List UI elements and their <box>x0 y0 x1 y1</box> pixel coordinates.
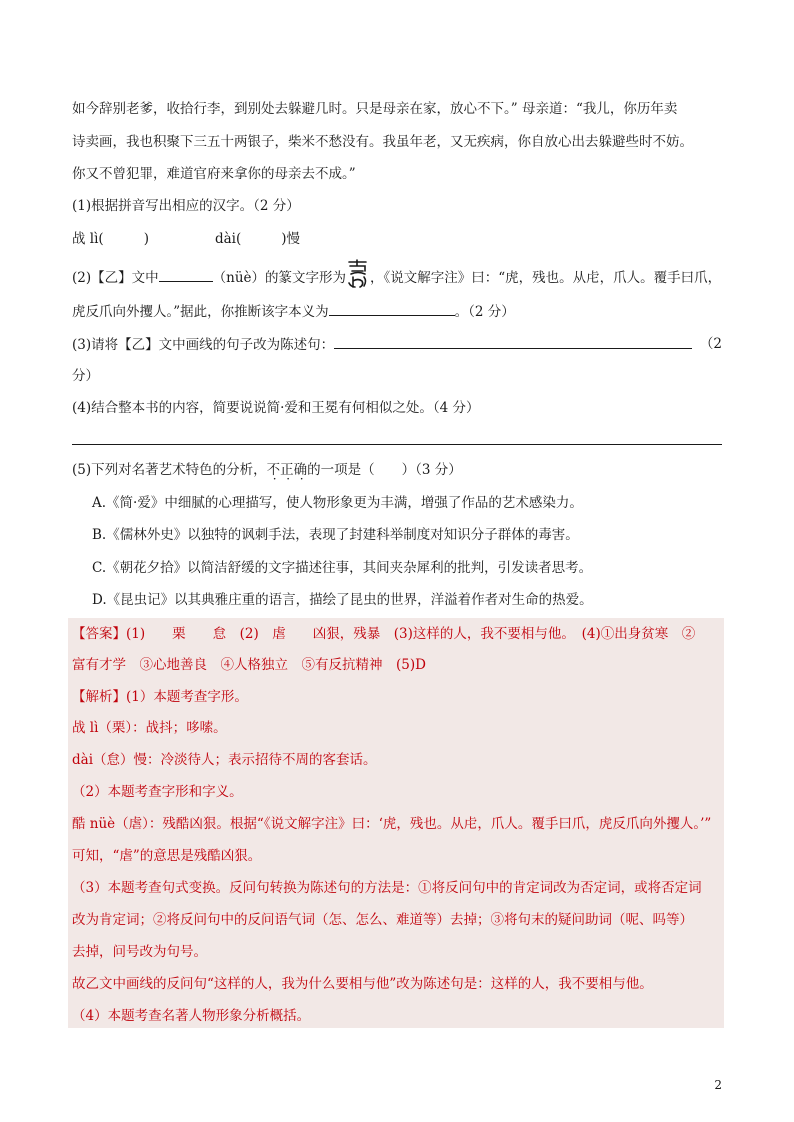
question-3-line-2: 分） <box>72 368 99 384</box>
q1-blank-a-prefix: 战 lì( <box>72 231 104 247</box>
q5-suffix: 的一项是（ ）（3 分） <box>307 462 462 478</box>
q4-answer-line[interactable] <box>72 444 722 445</box>
analysis-line-8: 去掉，问号改为句号。 <box>72 944 207 960</box>
q2-prefix: (2)【乙】文中 <box>72 270 159 286</box>
analysis-line-6: （3）本题考查句式变换。反问句转换为陈述句的方法是：①将反问句中的肯定词改为否定词，或将否定词 <box>72 880 702 896</box>
q2-line2-prefix: 虎反爪向外攫人。”据此，你推断该字本义为 <box>72 304 329 320</box>
analysis-part-1: (1）本题考查字形。 <box>126 689 248 705</box>
q1-blank-b-close: )慢 <box>281 231 301 247</box>
q2-blank-char[interactable] <box>159 267 213 282</box>
analysis-line-9: 故乙文中画线的反问句“这样的人，我为什么要相与他”改为陈述句是：这样的人，我不要相与他。 <box>72 976 653 992</box>
question-1-stem: (1)根据拼音写出相应的汉字。（2 分） <box>72 198 300 214</box>
q1-blank-a-close: ) <box>143 231 149 247</box>
q3-score-a: （2 <box>699 336 722 352</box>
page-number: 2 <box>714 1078 722 1092</box>
question-2-line-1 <box>72 267 722 289</box>
q2-pinyin: （nüè）的篆文字形为 <box>212 270 347 286</box>
option-d[interactable]: D.《昆虫记》以其典雅庄重的语言，描绘了昆虫的世界，洋溢着作者对生命的热爱。 <box>92 592 593 608</box>
analysis-line-2: dài（怠）慢：冷淡待人；表示招待不周的客套话。 <box>72 752 377 768</box>
question-1-blanks <box>72 229 722 249</box>
analysis-line-5: 可知，“虐”的意思是残酷凶狠。 <box>72 848 262 864</box>
q2-score: 。（2 分） <box>454 304 515 320</box>
q5-prefix: (5)下列对名著艺术特色的分析， <box>72 462 267 478</box>
option-c[interactable]: C.《朝花夕拾》以简洁舒缓的文字描述往事，其间夹杂犀利的批判，引发读者思考。 <box>92 560 593 576</box>
q1-blank-b-prefix: dài( <box>214 231 242 247</box>
emphasis-char-2: 正 <box>280 462 294 478</box>
q3-prefix: (3)请将【乙】文中画线的句子改为陈述句： <box>72 337 335 353</box>
question-3-line-1 <box>72 334 722 355</box>
analysis-line-1: 战 lì（栗）：战抖；哆嗦。 <box>72 720 227 736</box>
answer-line-1: 【答案】(1) 栗 怠 (2) 虐 凶狠，残暴 (3)这样的人，我不要相与他。 (4)①出身贫寒 ② <box>72 626 696 642</box>
analysis-line-10: （4）本题考查名著人物形象分析概括。 <box>72 1008 311 1024</box>
emphasis-char-1: 不 <box>266 462 281 478</box>
emphasis-char-3: 确 <box>293 462 308 478</box>
analysis-header <box>72 687 722 707</box>
question-4-stem: (4)结合整本书的内容，简要说说简·爱和王冕有何相似之处。（4 分） <box>72 400 480 416</box>
analysis-line-3: （2）本题考查字形和字义。 <box>72 784 243 800</box>
q3-answer-blank[interactable] <box>334 334 692 349</box>
analysis-label: 【解析】 <box>72 689 126 705</box>
seal-script-nue-icon <box>346 259 370 289</box>
q2-quote: ，《说文解字注》曰：“虎，残也。从虍，爪人。覆手曰爪， <box>370 270 722 286</box>
answer-line-2: 富有才学 ③心地善良 ④人格独立 ⑤有反抗精神 (5)D <box>72 657 426 673</box>
question-5-stem <box>72 460 722 480</box>
option-a[interactable]: A.《简·爱》中细腻的心理描写，使人物形象更为丰满，增强了作品的艺术感染力。 <box>92 495 583 511</box>
passage-line-1: 如今辞别老爹，收拾行李，到别处去躲避几时。只是母亲在家，放心不下。” 母亲道：“我儿，你历年卖 <box>72 101 678 117</box>
passage-line-3: 你又不曾犯罪，难道官府来拿你的母亲去不成。” <box>72 166 356 182</box>
analysis-line-4: 酷 nüè（虐）：残酷凶狠。根据“《说文解字注》曰：‘虎，残也。从虍，爪人。覆手曰爪，虎反爪向外攫人。’” <box>72 816 712 832</box>
option-b[interactable]: B.《儒林外史》以独特的讽刺手法，表现了封建科举制度对知识分子群体的毒害。 <box>92 527 579 543</box>
passage-line-2: 诗卖画，我也积聚下三五十两银子，柴米不愁没有。我虽年老，又无疾病，你自放心出去躲避些时不妨。 <box>72 134 693 150</box>
q2-blank-meaning[interactable] <box>329 301 455 316</box>
question-2-line-2 <box>72 301 722 322</box>
analysis-line-7: 改为肯定词；②将反问句中的反问语气词（怎、怎么、难道等）去掉；③将句末的疑问助词（呢、吗等） <box>72 912 693 928</box>
